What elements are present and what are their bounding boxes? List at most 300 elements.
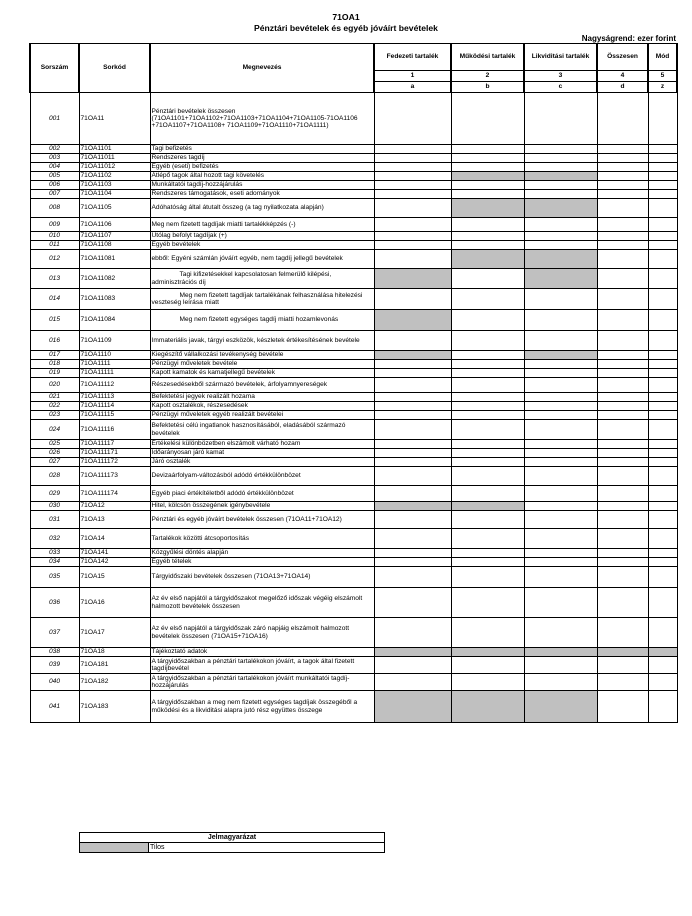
value-cell-2[interactable] — [451, 674, 524, 691]
value-cell-5[interactable] — [648, 657, 677, 674]
table-row — [30, 181, 677, 190]
row-code: 71OA18 — [79, 648, 150, 657]
value-cell-5[interactable] — [648, 458, 677, 467]
value-cell-4[interactable] — [597, 369, 648, 378]
value-cell-4[interactable] — [597, 199, 648, 218]
value-cell-3[interactable] — [524, 402, 597, 411]
value-cell-3[interactable] — [524, 511, 597, 529]
row-code: 71OA11081 — [79, 250, 150, 269]
value-cell-5[interactable] — [648, 588, 677, 618]
row-number: 033 — [30, 549, 79, 558]
value-cell-4[interactable] — [597, 250, 648, 269]
row-number: 010 — [30, 232, 79, 241]
row-code: 71OA17 — [79, 618, 150, 648]
row-code: 71OA1108 — [79, 241, 150, 250]
value-cell-2[interactable] — [451, 93, 524, 145]
value-cell-2[interactable] — [451, 511, 524, 529]
row-name: Immateriális javak, tárgyi eszközök, készletek értékesítésének bevétele — [150, 331, 374, 351]
value-cell-3[interactable] — [524, 674, 597, 691]
value-cell-5[interactable] — [648, 289, 677, 310]
row-name: Tartalékok közötti átcsoportosítás — [150, 529, 374, 549]
value-cell-5[interactable] — [648, 93, 677, 145]
table-row — [30, 511, 677, 529]
value-cell-5[interactable] — [648, 154, 677, 163]
value-cell-3[interactable] — [524, 588, 597, 618]
table-row — [30, 648, 677, 657]
value-cell-5[interactable] — [648, 420, 677, 440]
value-cell-5[interactable] — [648, 145, 677, 154]
row-code: 71OA11084 — [79, 310, 150, 331]
table-row — [30, 269, 677, 289]
header-letter-c: c — [524, 82, 597, 93]
row-code: 71OA11113 — [79, 393, 150, 402]
row-name: Tárgyidőszaki bevételek összesen (71OA13+71OA14) — [150, 567, 374, 588]
row-number: 015 — [30, 310, 79, 331]
value-cell-4[interactable] — [597, 172, 648, 181]
form-title: Pénztári bevételek és egyéb jóváírt bevételek — [254, 23, 438, 33]
value-cell-5[interactable] — [648, 331, 677, 351]
row-code: 71OA111173 — [79, 467, 150, 486]
row-name: Meg nem fizetett tagdíjak miatti tartalékképzés (-) — [150, 218, 374, 232]
value-cell-5[interactable] — [648, 467, 677, 486]
value-cell-1[interactable] — [374, 289, 451, 310]
value-cell-2[interactable] — [451, 420, 524, 440]
value-cell-1[interactable] — [374, 674, 451, 691]
row-code: 71OA181 — [79, 657, 150, 674]
row-code: 71OA11012 — [79, 163, 150, 172]
value-cell-5[interactable] — [648, 393, 677, 402]
value-cell-5[interactable] — [648, 172, 677, 181]
value-cell-3[interactable] — [524, 93, 597, 145]
value-cell-2[interactable] — [451, 440, 524, 449]
row-code: 71OA11111 — [79, 369, 150, 378]
value-cell-3[interactable] — [524, 440, 597, 449]
value-cell-3[interactable] — [524, 145, 597, 154]
header-megnevezes: Megnevezés — [150, 44, 374, 93]
value-cell-3[interactable] — [524, 393, 597, 402]
value-cell-5[interactable] — [648, 269, 677, 289]
value-cell-4[interactable] — [597, 289, 648, 310]
value-cell-3[interactable] — [524, 420, 597, 440]
value-cell-3[interactable] — [524, 558, 597, 567]
value-cell-3[interactable] — [524, 154, 597, 163]
header-num-5: 5 — [648, 71, 677, 82]
row-number: 038 — [30, 648, 79, 657]
value-cell-1[interactable] — [374, 393, 451, 402]
row-name: Átlépő tagok által hozott tagi követelés — [150, 172, 374, 181]
value-cell-1[interactable] — [374, 154, 451, 163]
table-row — [30, 411, 677, 420]
row-code: 71OA11115 — [79, 411, 150, 420]
value-cell-1[interactable] — [374, 588, 451, 618]
value-cell-3[interactable] — [524, 331, 597, 351]
value-cell-1[interactable] — [374, 190, 451, 199]
row-code: 71OA111172 — [79, 458, 150, 467]
value-cell-4[interactable] — [597, 241, 648, 250]
row-number: 020 — [30, 378, 79, 393]
value-cell-3[interactable] — [524, 467, 597, 486]
value-cell-3[interactable] — [524, 360, 597, 369]
table-row — [30, 449, 677, 458]
row-number: 008 — [30, 199, 79, 218]
table-row — [30, 163, 677, 172]
value-cell-1[interactable] — [374, 369, 451, 378]
table-row — [30, 467, 677, 486]
value-cell-1[interactable] — [374, 163, 451, 172]
value-cell-3 — [524, 269, 597, 289]
value-cell-1 — [374, 351, 451, 360]
row-name: ebből: Egyéni számlán jóváírt egyéb, nem tagdíj jellegű bevételek — [150, 250, 374, 269]
value-cell-1[interactable] — [374, 172, 451, 181]
table-row — [30, 529, 677, 549]
value-cell-5[interactable] — [648, 218, 677, 232]
row-name: Kapott kamatok és kamatjellegű bevételek — [150, 369, 374, 378]
value-cell-3[interactable] — [524, 618, 597, 648]
row-number: 035 — [30, 567, 79, 588]
row-code: 71OA182 — [79, 674, 150, 691]
value-cell-1[interactable] — [374, 458, 451, 467]
value-cell-4[interactable] — [597, 657, 648, 674]
value-cell-4[interactable] — [597, 558, 648, 567]
value-cell-4[interactable] — [597, 163, 648, 172]
value-cell-4[interactable] — [597, 511, 648, 529]
value-cell-2[interactable] — [451, 241, 524, 250]
value-cell-5[interactable] — [648, 190, 677, 199]
value-cell-2 — [451, 691, 524, 723]
value-cell-3[interactable] — [524, 458, 597, 467]
value-cell-2[interactable] — [451, 351, 524, 360]
value-cell-1[interactable] — [374, 241, 451, 250]
row-name: A tárgyidőszakban a pénztári tartalékokon jóváírt, a tagok által fizetett tagdíjbevétel — [150, 657, 374, 674]
row-code: 71OA1109 — [79, 331, 150, 351]
value-cell-2[interactable] — [451, 567, 524, 588]
unit-label: Nagyságrend: ezer forint — [581, 34, 676, 43]
value-cell-5[interactable] — [648, 369, 677, 378]
value-cell-4[interactable] — [597, 567, 648, 588]
value-cell-1[interactable] — [374, 567, 451, 588]
row-name: Hitel, kölcsön összegének igénybevétele — [150, 502, 374, 511]
header-num-4: 4 — [597, 71, 648, 82]
value-cell-2[interactable] — [451, 549, 524, 558]
row-number: 009 — [30, 218, 79, 232]
row-name: Befektetési jegyek realizált hozama — [150, 393, 374, 402]
value-cell-4[interactable] — [597, 181, 648, 190]
value-cell-5[interactable] — [648, 449, 677, 458]
value-cell-2[interactable] — [451, 269, 524, 289]
value-cell-5[interactable] — [648, 181, 677, 190]
row-number: 001 — [30, 93, 79, 145]
value-cell-1[interactable] — [374, 657, 451, 674]
value-cell-3[interactable] — [524, 310, 597, 331]
table-row — [30, 289, 677, 310]
value-cell-1[interactable] — [374, 93, 451, 145]
value-cell-1 — [374, 691, 451, 723]
value-cell-1[interactable] — [374, 529, 451, 549]
value-cell-4[interactable] — [597, 93, 648, 145]
value-cell-2[interactable] — [451, 190, 524, 199]
row-code: 71OA141 — [79, 549, 150, 558]
value-cell-3[interactable] — [524, 218, 597, 232]
value-cell-2 — [451, 648, 524, 657]
row-code: 71OA11117 — [79, 440, 150, 449]
value-cell-5[interactable] — [648, 360, 677, 369]
value-cell-5[interactable] — [648, 511, 677, 529]
value-cell-4[interactable] — [597, 154, 648, 163]
value-cell-4[interactable] — [597, 449, 648, 458]
value-cell-4[interactable] — [597, 420, 648, 440]
header-sorkod: Sorkód — [79, 44, 150, 93]
value-cell-2[interactable] — [451, 529, 524, 549]
row-name: Pénzügyi műveletek egyéb realizált bevételei — [150, 411, 374, 420]
value-cell-2[interactable] — [451, 331, 524, 351]
value-cell-1[interactable] — [374, 250, 451, 269]
value-cell-2[interactable] — [451, 467, 524, 486]
value-cell-1[interactable] — [374, 420, 451, 440]
value-cell-2[interactable] — [451, 289, 524, 310]
value-cell-5[interactable] — [648, 310, 677, 331]
value-cell-3[interactable] — [524, 289, 597, 310]
value-cell-4[interactable] — [597, 190, 648, 199]
value-cell-4[interactable] — [597, 232, 648, 241]
value-cell-1[interactable] — [374, 558, 451, 567]
table-row — [30, 145, 677, 154]
value-cell-5[interactable] — [648, 411, 677, 420]
row-number: 041 — [30, 691, 79, 723]
row-number: 025 — [30, 440, 79, 449]
value-cell-5[interactable] — [648, 250, 677, 269]
row-number: 016 — [30, 331, 79, 351]
value-cell-1[interactable] — [374, 181, 451, 190]
value-cell-2[interactable] — [451, 145, 524, 154]
row-name: Tagi befizetés — [150, 145, 374, 154]
row-name: Tájékoztató adatok — [150, 648, 374, 657]
value-cell-3[interactable] — [524, 378, 597, 393]
value-cell-5[interactable] — [648, 674, 677, 691]
value-cell-2[interactable] — [451, 449, 524, 458]
value-cell-5[interactable] — [648, 199, 677, 218]
value-cell-5[interactable] — [648, 378, 677, 393]
value-cell-1[interactable] — [374, 549, 451, 558]
form-code: 71OA1 — [332, 12, 360, 22]
value-cell-4[interactable] — [597, 502, 648, 511]
row-name: Értékelési különbözetben elszámolt várható hozam — [150, 440, 374, 449]
table-row — [30, 199, 677, 218]
value-cell-2[interactable] — [451, 411, 524, 420]
value-cell-3[interactable] — [524, 449, 597, 458]
value-cell-2[interactable] — [451, 486, 524, 502]
value-cell-2[interactable] — [451, 458, 524, 467]
value-cell-2[interactable] — [451, 657, 524, 674]
value-cell-3[interactable] — [524, 529, 597, 549]
value-cell-3[interactable] — [524, 163, 597, 172]
value-cell-5[interactable] — [648, 691, 677, 723]
value-cell-4[interactable] — [597, 360, 648, 369]
value-cell-4[interactable] — [597, 467, 648, 486]
value-cell-2 — [451, 250, 524, 269]
table-row — [30, 93, 677, 145]
value-cell-2[interactable] — [451, 393, 524, 402]
value-cell-4[interactable] — [597, 218, 648, 232]
value-cell-2[interactable] — [451, 618, 524, 648]
value-cell-1[interactable] — [374, 402, 451, 411]
row-number: 019 — [30, 369, 79, 378]
value-cell-5[interactable] — [648, 351, 677, 360]
value-cell-5 — [648, 648, 677, 657]
value-cell-3 — [524, 351, 597, 360]
value-cell-1[interactable] — [374, 199, 451, 218]
value-cell-4[interactable] — [597, 402, 648, 411]
value-cell-2[interactable] — [451, 232, 524, 241]
row-name: Meg nem fizetett egységes tagdíj miatti hozamlevonás — [150, 310, 374, 331]
value-cell-4[interactable] — [597, 674, 648, 691]
value-cell-3[interactable] — [524, 411, 597, 420]
value-cell-4[interactable] — [597, 351, 648, 360]
value-cell-1[interactable] — [374, 511, 451, 529]
value-cell-2[interactable] — [451, 360, 524, 369]
value-cell-1[interactable] — [374, 467, 451, 486]
row-number: 012 — [30, 250, 79, 269]
value-cell-1[interactable] — [374, 232, 451, 241]
value-cell-3[interactable] — [524, 232, 597, 241]
value-cell-4[interactable] — [597, 331, 648, 351]
table-row — [30, 378, 677, 393]
value-cell-1[interactable] — [374, 145, 451, 154]
table-row — [30, 458, 677, 467]
value-cell-1[interactable] — [374, 486, 451, 502]
row-name: Egyéb bevételek — [150, 241, 374, 250]
value-cell-2[interactable] — [451, 163, 524, 172]
value-cell-4[interactable] — [597, 588, 648, 618]
value-cell-1 — [374, 502, 451, 511]
value-cell-4[interactable] — [597, 486, 648, 502]
value-cell-2[interactable] — [451, 181, 524, 190]
row-code: 71OA14 — [79, 529, 150, 549]
row-name: Tagi kifizetésekkel kapcsolatosan felmerülő kilépési, adminisztrációs díj — [150, 269, 374, 289]
table-row — [30, 360, 677, 369]
value-cell-2[interactable] — [451, 218, 524, 232]
value-cell-3 — [524, 691, 597, 723]
header-mukodesi: Működési tartalék — [451, 44, 524, 71]
value-cell-4[interactable] — [597, 269, 648, 289]
row-name: Rendszeres tagdíj — [150, 154, 374, 163]
value-cell-1[interactable] — [374, 618, 451, 648]
value-cell-4[interactable] — [597, 378, 648, 393]
value-cell-5[interactable] — [648, 232, 677, 241]
legend — [79, 832, 385, 853]
value-cell-2[interactable] — [451, 310, 524, 331]
row-name: Pénztári és egyéb jóváírt bevételek összesen (71OA11+71OA12) — [150, 511, 374, 529]
value-cell-4[interactable] — [597, 145, 648, 154]
value-cell-1[interactable] — [374, 218, 451, 232]
value-cell-1 — [374, 269, 451, 289]
row-name: Befektetési célú ingatlanok hasznosításából, eladásából származó bevételek — [150, 420, 374, 440]
value-cell-4[interactable] — [597, 618, 648, 648]
value-cell-2[interactable] — [451, 588, 524, 618]
value-cell-5[interactable] — [648, 241, 677, 250]
value-cell-3[interactable] — [524, 190, 597, 199]
table-row — [30, 657, 677, 674]
row-code: 71OA15 — [79, 567, 150, 588]
value-cell-3[interactable] — [524, 181, 597, 190]
value-cell-1[interactable] — [374, 440, 451, 449]
value-cell-5[interactable] — [648, 402, 677, 411]
table-row — [30, 172, 677, 181]
value-cell-3[interactable] — [524, 567, 597, 588]
value-cell-4 — [597, 648, 648, 657]
value-cell-4[interactable] — [597, 549, 648, 558]
value-cell-1[interactable] — [374, 449, 451, 458]
row-name: Munkáltatói tagdíj-hozzájárulás — [150, 181, 374, 190]
row-number: 005 — [30, 172, 79, 181]
row-number: 011 — [30, 241, 79, 250]
value-cell-4[interactable] — [597, 440, 648, 449]
value-cell-2 — [451, 502, 524, 511]
table-row — [30, 558, 677, 567]
value-cell-4[interactable] — [597, 691, 648, 723]
value-cell-1[interactable] — [374, 360, 451, 369]
row-number: 026 — [30, 449, 79, 458]
value-cell-2[interactable] — [451, 154, 524, 163]
value-cell-3[interactable] — [524, 502, 597, 511]
value-cell-2[interactable] — [451, 369, 524, 378]
value-cell-3[interactable] — [524, 486, 597, 502]
value-cell-4[interactable] — [597, 393, 648, 402]
row-name: Részesedésekből származó bevételek, árfolyamnyereségek — [150, 378, 374, 393]
table-body — [30, 93, 677, 723]
header-letter-b: b — [451, 82, 524, 93]
value-cell-4[interactable] — [597, 529, 648, 549]
row-name: A tárgyidőszakban a meg nem fizetett egységes tagdíjak összegéből a működési és a likviditási alapra jutó rész együttes összege — [150, 691, 374, 723]
value-cell-5[interactable] — [648, 618, 677, 648]
row-name: Járó osztalék — [150, 458, 374, 467]
value-cell-5[interactable] — [648, 440, 677, 449]
value-cell-3[interactable] — [524, 369, 597, 378]
row-code: 71OA111174 — [79, 486, 150, 502]
row-code: 71OA1111 — [79, 360, 150, 369]
value-cell-5[interactable] — [648, 502, 677, 511]
row-number: 032 — [30, 529, 79, 549]
value-cell-3[interactable] — [524, 241, 597, 250]
row-number: 007 — [30, 190, 79, 199]
value-cell-4[interactable] — [597, 458, 648, 467]
value-cell-5[interactable] — [648, 529, 677, 549]
value-cell-1[interactable] — [374, 411, 451, 420]
table-row — [30, 674, 677, 691]
value-cell-5[interactable] — [648, 549, 677, 558]
value-cell-4[interactable] — [597, 310, 648, 331]
value-cell-2[interactable] — [451, 402, 524, 411]
row-number: 004 — [30, 163, 79, 172]
table-row — [30, 393, 677, 402]
value-cell-5[interactable] — [648, 163, 677, 172]
value-cell-5[interactable] — [648, 486, 677, 502]
value-cell-3[interactable] — [524, 657, 597, 674]
value-cell-5[interactable] — [648, 567, 677, 588]
value-cell-1[interactable] — [374, 331, 451, 351]
header-fedezeti: Fedezeti tartalék — [374, 44, 451, 71]
header-osszesen: Összesen — [597, 44, 648, 71]
value-cell-5[interactable] — [648, 558, 677, 567]
header-letter-z: z — [648, 82, 677, 93]
table-row — [30, 567, 677, 588]
value-cell-1 — [374, 648, 451, 657]
value-cell-3[interactable] — [524, 549, 597, 558]
table-row — [30, 618, 677, 648]
value-cell-2[interactable] — [451, 558, 524, 567]
value-cell-1[interactable] — [374, 378, 451, 393]
value-cell-2[interactable] — [451, 378, 524, 393]
value-cell-4[interactable] — [597, 411, 648, 420]
